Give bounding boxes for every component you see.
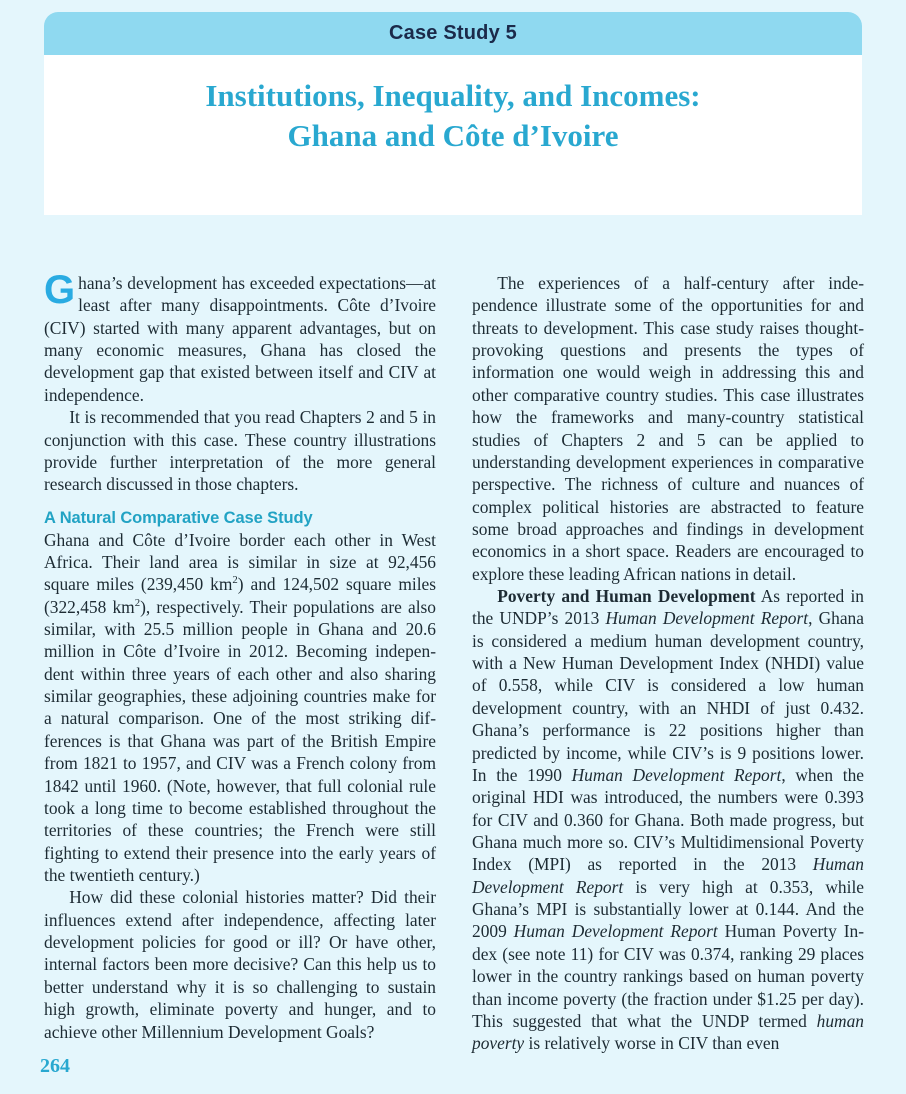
case-study-header-box bbox=[44, 12, 862, 215]
page-title bbox=[44, 55, 862, 157]
citation-hdr-1990: Human Development Report bbox=[571, 764, 782, 785]
geo-text-a: Ghana and Côte d’Ivoire border each other in West Africa. Their land area is similar in size at 92,456 square miles (239,450 km bbox=[44, 529, 436, 595]
citation-hdr-2013-b: Human Development Report bbox=[472, 854, 864, 897]
pov-seg-2: , Ghana is considered a medium human development country, with a New Human Development Index (NHDI) value of 0.558, while CIV is considered a low human development country, with an NHDI of just 0.432. Ghana’s performance is 22 positions higher than predicted by income, while CIV’s is 9 positions lower. In the 1990 bbox=[472, 608, 864, 785]
runin-heading-poverty: Poverty and Human Development bbox=[497, 586, 756, 607]
case-study-band bbox=[44, 12, 862, 55]
paragraph-colonial-questions: How did these colonial histories matter? Did their influences extend after independence, affecting later development policies for good or ill? Or have other, internal factors been more decisive? Can this help us to better understand why it is so challenging to sustain high growth, eliminate poverty and hunger, and to achieve other Millennium Development Goals? bbox=[44, 887, 436, 1042]
case-study-label: Case Study 5 bbox=[388, 22, 517, 44]
paragraph-opening bbox=[44, 268, 436, 406]
paragraph-experiences: The experiences of a half-century after independence illustrate some of the opportunities for and threats to development. This case study raises thought-provoking questions and presents the types of information one would weigh in addressing this and other comparative country studies. This case illustrates how the frameworks and many-country statistical studies of Chapters 2 and 5 can be applied to understanding development experiences in comparative perspective. The richness of culture and nuances of complex political histories are abstracted to feature some broad approaches and findings in development economics in a short space. Readers are encouraged to explore these leading African nations in detail. bbox=[472, 273, 864, 584]
superscript-squared-2: 2 bbox=[134, 596, 141, 609]
pov-seg-6: is relatively worse in CIV than even bbox=[524, 1033, 780, 1054]
paragraph-recommendation: It is recommended that you read Chapters 2 and 5 in conjunction with this case. These country illustrations provide further interpretation of the more general research discussed in those chapters. bbox=[44, 407, 436, 495]
term-human-poverty: human poverty bbox=[472, 1010, 864, 1054]
left-column bbox=[44, 268, 437, 1055]
drop-cap-letter: G bbox=[44, 268, 76, 312]
paragraph-opening-text: hana’s development has exceeded expectations—at least after many disappointments. Côte d’Ivoire (CIV) started with many apparent advantages, but on many economic measures, Ghana has closed the development gap that existed between itself and CIV at independence. bbox=[44, 273, 436, 405]
pov-seg-5: Human Poverty Index (see note 11) for CIV was 0.374, ranking 29 places lower in the country rankings based on human poverty than income poverty (the fraction under $1.25 per day). This suggested that what the UNDP termed bbox=[472, 921, 864, 1031]
superscript-squared-1: 2 bbox=[232, 574, 238, 587]
page-number: 264 bbox=[40, 1055, 70, 1077]
page-title-line-1: Institutions, Inequality, and Incomes: bbox=[205, 78, 701, 113]
article-columns bbox=[44, 268, 865, 1055]
page-title-line-2: Ghana and Côte d’Ivoire bbox=[287, 118, 619, 154]
pov-seg-1: As reported in the UNDP’s 2013 bbox=[472, 586, 864, 629]
paragraph-geography bbox=[44, 529, 436, 887]
citation-hdr-2013-a: Human Development Report bbox=[605, 608, 809, 629]
geo-text-c: ), respectively. Their populations are also similar, with 25.5 million people in Ghana and 20.6 million in Côte d’Ivoire in 2012. Becoming independent within three years of each other and also sharing similar geographies, these adjoining countries make for a natural comparison. One of the most striking differences is that Ghana was part of the British Empire from 1821 to 1957, and CIV was a French colony from 1842 until 1960. (Note, however, that full colonial rule took a long time to become established throughout the territories of these countries; the French were still fighting to extend their presence into the early years of the twentieth century.) bbox=[44, 596, 436, 885]
geo-text-b: ) and 124,502 square miles (322,458 km bbox=[44, 574, 437, 617]
paragraph-poverty-human-development bbox=[472, 585, 864, 1055]
pov-seg-4: is very high at 0.353, while Ghana’s MPI is substantially lower at 0.144. And the 2009 bbox=[472, 876, 865, 942]
right-column bbox=[472, 272, 864, 1055]
citation-hdr-2009: Human Development Report bbox=[513, 921, 718, 942]
section-heading-natural-comparative: A Natural Comparative Case Study bbox=[44, 508, 313, 527]
pov-seg-3: , when the original HDI was introduced, the numbers were 0.393 for CIV and 0.360 for Ghana. Both made progress, but Ghana much more so. CIV’s Multidimensional Poverty Index (MPI) as reported in the 2013 bbox=[472, 764, 864, 875]
